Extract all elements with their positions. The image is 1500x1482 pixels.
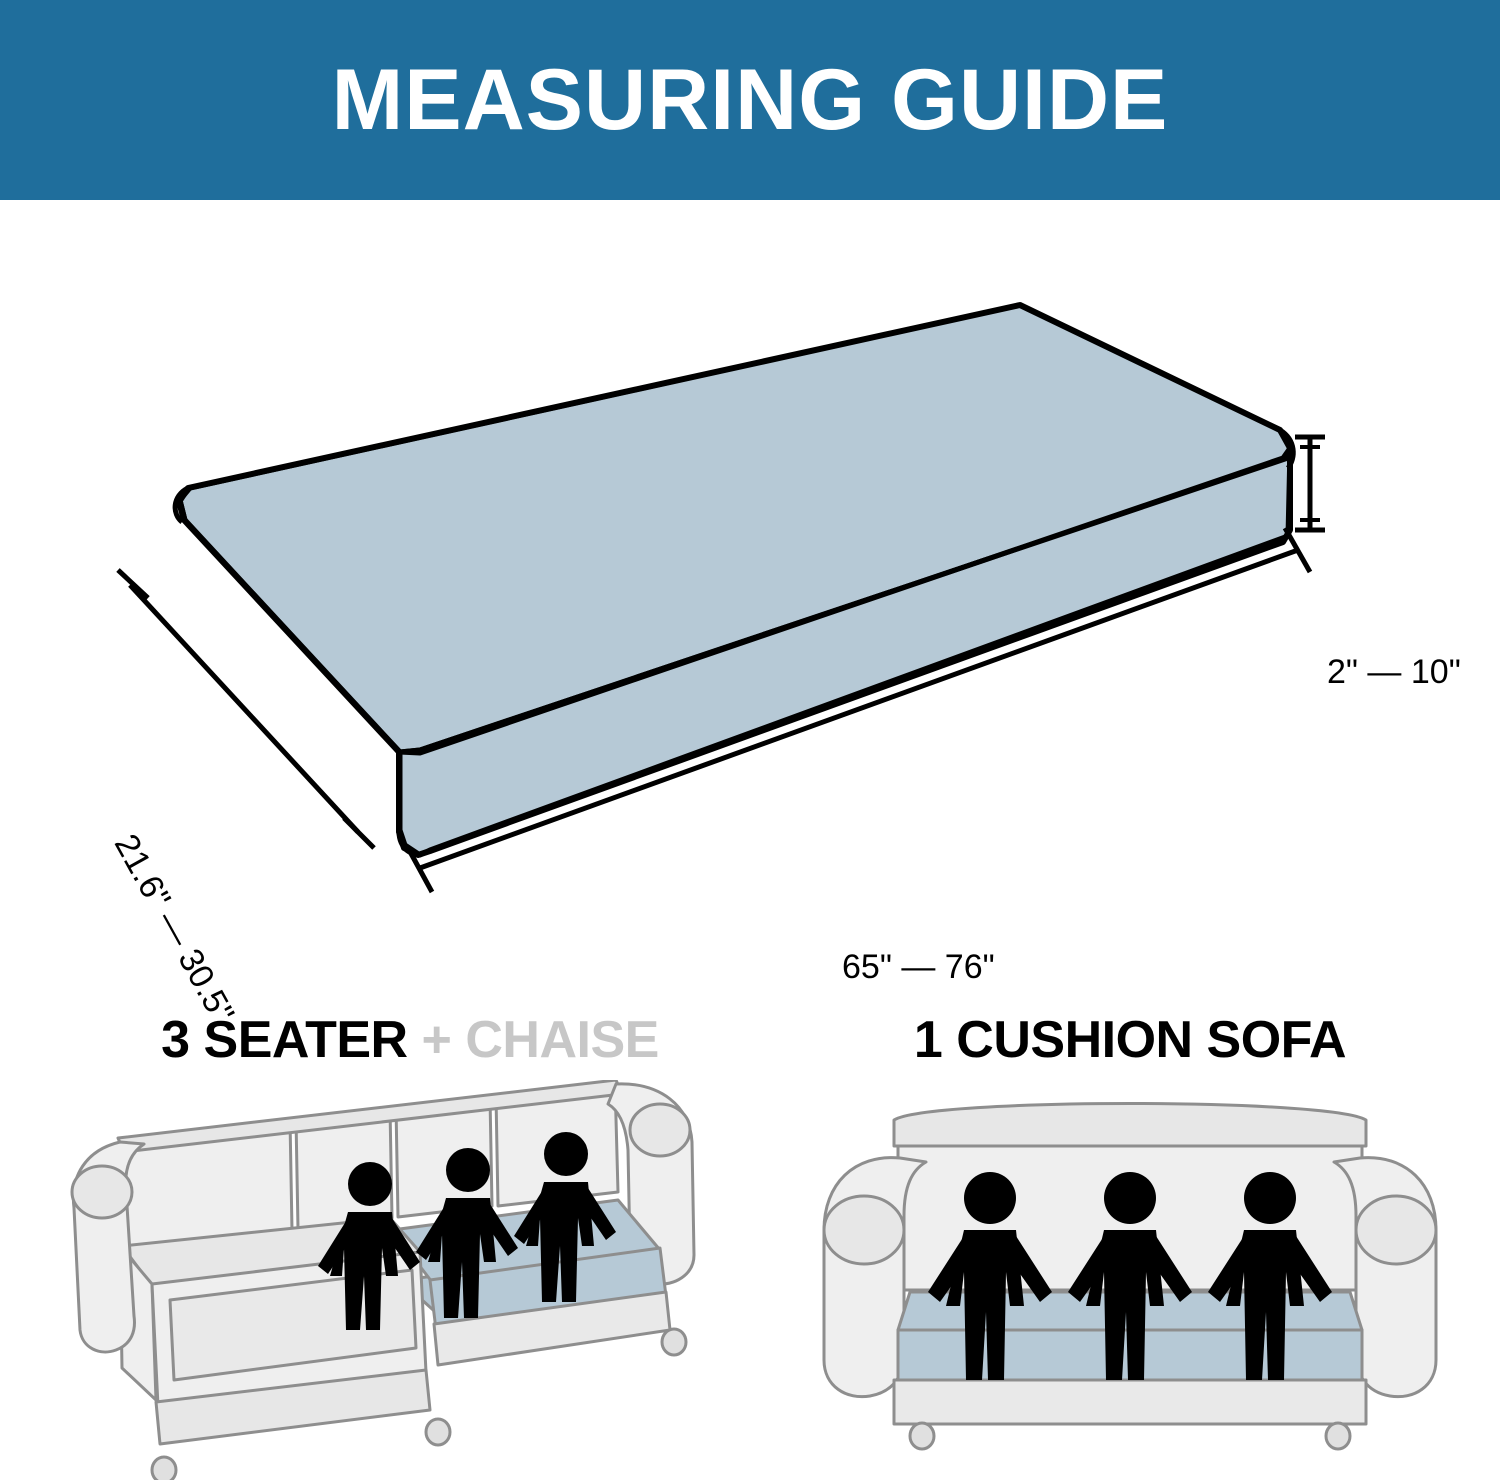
cushion-illustration [0, 200, 1500, 980]
page-title: MEASURING GUIDE [331, 52, 1169, 148]
depth-dimension-label: 21.6" — 30.5" [106, 828, 242, 1030]
panel-title-plus: + [421, 1011, 452, 1069]
cushion-diagram [0, 200, 1500, 1030]
header-banner [0, 0, 1500, 200]
panel-title-one-cushion [790, 1010, 1470, 1070]
panel-title-main: 3 SEATER [161, 1011, 408, 1069]
cushion-shape [175, 305, 1293, 855]
panel-title-muted: CHAISE [465, 1011, 659, 1069]
panel-one-cushion-sofa [790, 980, 1470, 1482]
height-dimension-label: 2" — 10" [1327, 653, 1461, 691]
panel-title-main: 1 CUSHION SOFA [913, 1011, 1347, 1069]
width-dimension-label: 65" — 76" [842, 948, 995, 986]
sectional-sofa-illustration [60, 1080, 760, 1480]
seat-capacity-figures [928, 1172, 1332, 1380]
panel-title-three-seater [60, 1010, 760, 1070]
one-cushion-sofa-illustration [790, 1080, 1470, 1480]
panel-three-seater-chaise [60, 980, 760, 1482]
dimension-height [1295, 437, 1325, 530]
sofa-type-panels [0, 980, 1500, 1482]
